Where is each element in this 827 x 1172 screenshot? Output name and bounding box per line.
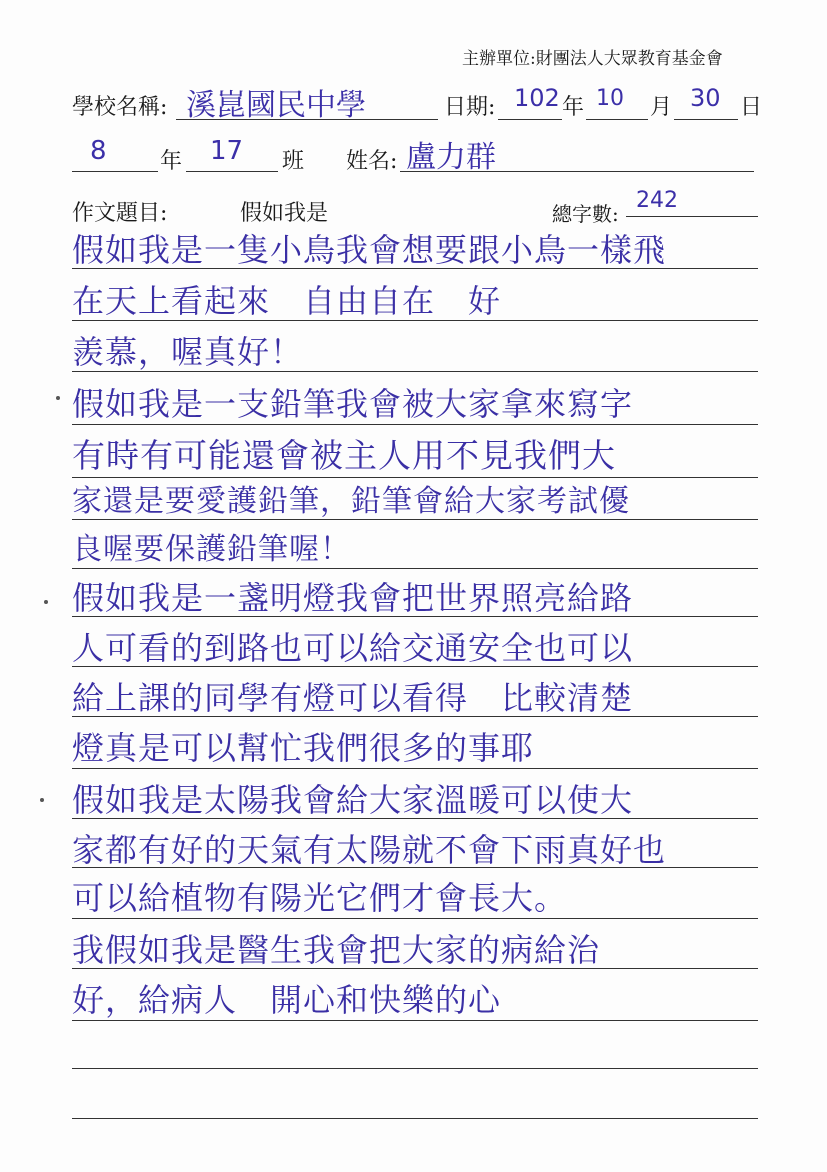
month-label: 月: [650, 95, 673, 120]
essay-line-8: 假如我是一盞明燈我會把世界照亮給路: [72, 579, 634, 617]
essay-line-16: 好，給病人 開心和快樂的心: [72, 981, 502, 1019]
day-label: 日: [740, 95, 763, 120]
topic-label: 作文題目:: [72, 201, 168, 226]
essay-line-3: 羨慕，喔真好！: [72, 333, 304, 371]
grade-underline: [72, 171, 158, 172]
scan-speck: [56, 396, 60, 400]
school-label: 學校名稱:: [72, 95, 168, 120]
class-underline: [186, 171, 278, 172]
essay-line-9: 人可看的到路也可以給交通安全也可以: [72, 629, 634, 667]
essay-line-14: 可以給植物有陽光它們才會長大。: [72, 879, 568, 917]
essay-line-12: 假如我是太陽我會給大家溫暖可以使大: [72, 781, 634, 819]
year-underline: [498, 119, 562, 120]
essay-line-2: 在天上看起來 自由自在 好: [72, 282, 502, 320]
month-underline: [586, 119, 648, 120]
essay-line-5: 有時有可能還會被主人用不見我們大: [72, 436, 616, 475]
essay-line-1: 假如我是一隻小鳥我會想要跟小鳥一樣飛: [72, 231, 667, 269]
word-count-label: 總字數:: [552, 202, 619, 226]
school-name-value: 溪崑國民中學: [186, 88, 366, 123]
essay-rule-14: [72, 918, 758, 919]
date-label: 日期:: [444, 95, 496, 120]
word-count-underline: [626, 216, 758, 217]
name-label: 姓名:: [346, 149, 398, 174]
essay-rule-11: [72, 768, 758, 769]
organizer-text: 主辦單位:財團法人大眾教育基金會: [462, 49, 723, 69]
essay-line-7: 良喔要保護鉛筆喔！: [72, 532, 351, 567]
essay-line-10: 給上課的同學有燈可以看得 比較清楚: [72, 679, 634, 717]
essay-rule-16: [72, 1020, 758, 1021]
essay-rule-18: [72, 1118, 758, 1119]
essay-rule-17: [72, 1068, 758, 1069]
essay-line-11: 燈真是可以幫忙我們很多的事耶: [72, 729, 535, 767]
name-value: 盧力群: [406, 140, 496, 175]
grade-label: 年: [160, 149, 183, 174]
essay-line-6: 家還是要愛護鉛筆，鉛筆會給大家考試優: [72, 484, 630, 519]
grade-value: 8: [90, 136, 107, 166]
day-value: 30: [690, 84, 721, 112]
day-underline: [674, 119, 738, 120]
essay-rule-5: [72, 477, 758, 478]
class-label: 班: [282, 149, 305, 174]
essay-line-15: 我假如我是醫生我會把大家的病給治: [72, 931, 601, 969]
scan-speck: [40, 798, 44, 802]
topic-value: 假如我是: [240, 201, 329, 226]
essay-rule-4: [72, 424, 758, 425]
essay-line-13: 家都有好的天氣有太陽就不會下雨真好也: [72, 831, 667, 869]
month-value: 10: [596, 86, 624, 111]
word-count-value: 242: [636, 188, 678, 213]
year-value: 102: [514, 84, 560, 112]
class-value: 17: [210, 136, 244, 166]
year-label: 年: [562, 95, 585, 120]
scan-speck: [44, 600, 48, 604]
essay-line-4: 假如我是一支鉛筆我會被大家拿來寫字: [72, 385, 634, 423]
